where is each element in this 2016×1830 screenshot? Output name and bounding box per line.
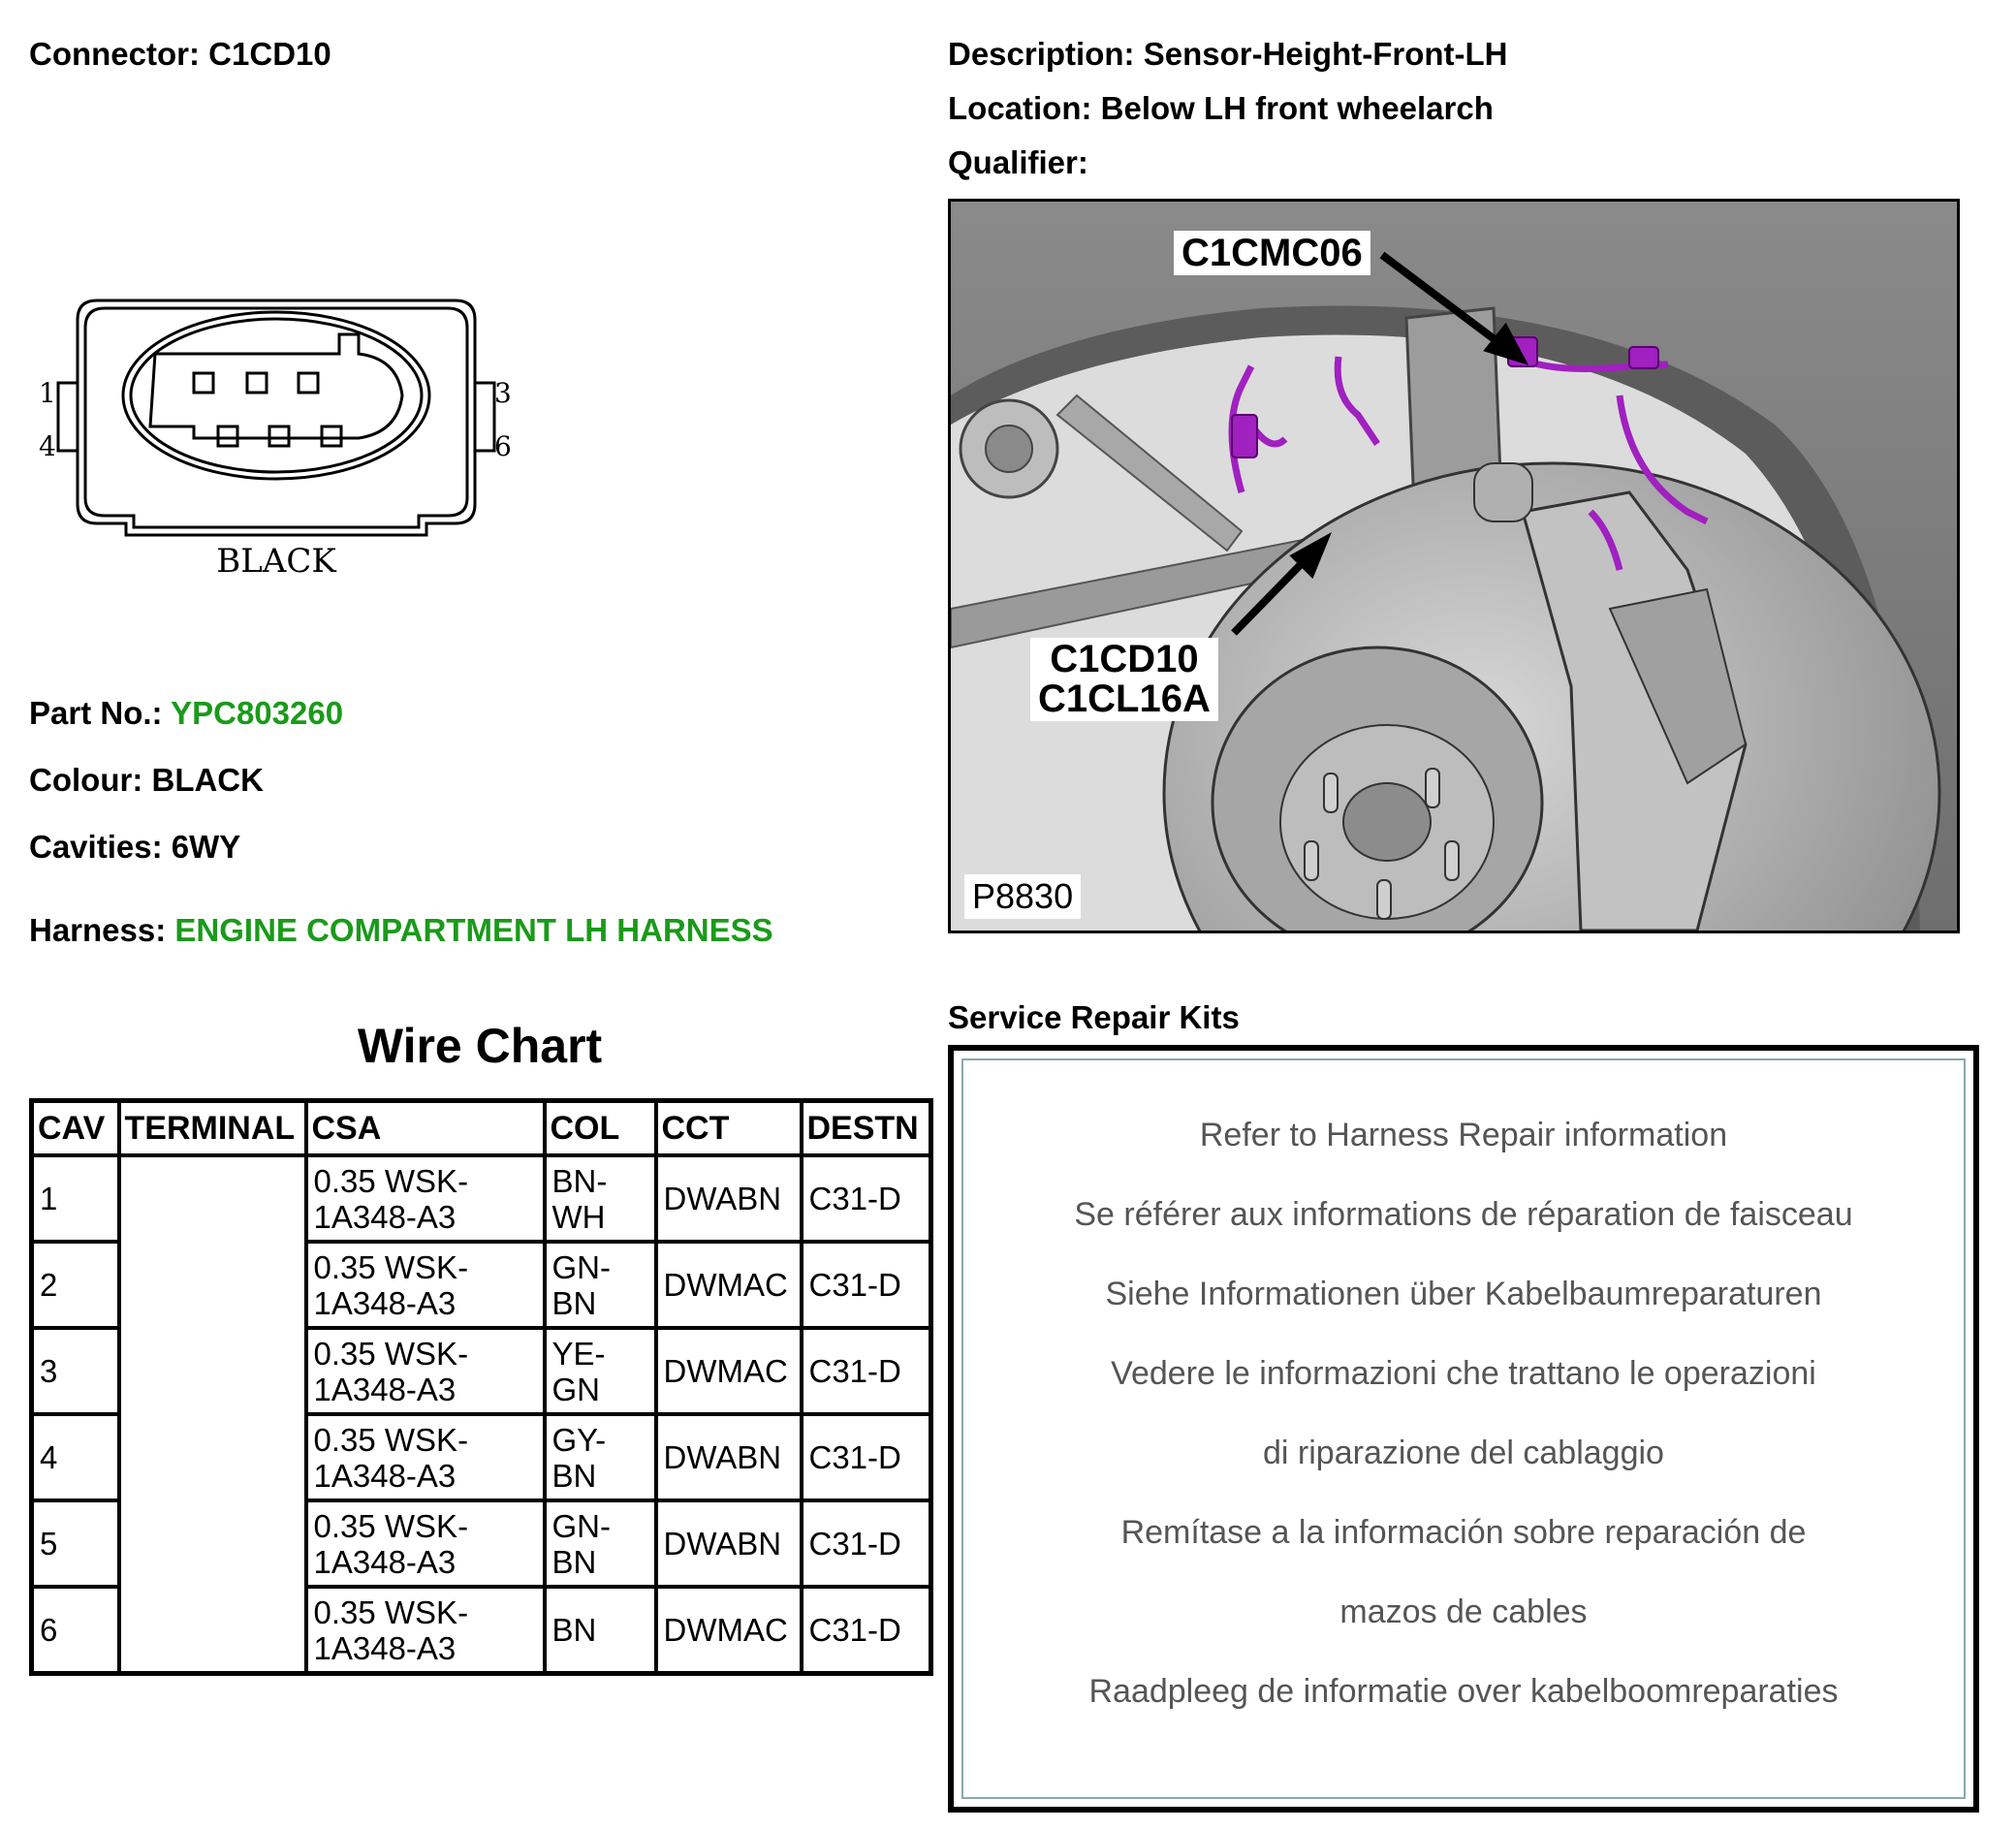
cell-csa: 0.35 WSK- 1A348-A3 [306,1500,545,1587]
cell-csa: 0.35 WSK- 1A348-A3 [306,1328,545,1414]
kit-line: mazos de cables [1339,1593,1588,1630]
header-csa: CSA [306,1101,545,1156]
callout-c1cd10-line2: C1CL16A [1038,678,1211,720]
table-row [32,1587,931,1674]
colour-label: Colour: [29,762,143,798]
cavities-value: 6WY [171,829,241,865]
diagram-colour-label: BLACK [216,542,336,581]
wire-chart-title: Wire Chart [357,1019,603,1073]
cell-destn: C31-D [802,1587,931,1674]
cell-cav: 1 [32,1155,119,1242]
cell-cct: DWMAC [656,1328,802,1414]
cell-cav: 3 [32,1328,119,1414]
wire-chart-table [29,1098,933,1676]
kit-line: Refer to Harness Repair information [1199,1117,1728,1153]
cell-col: BN [545,1587,656,1674]
cell-cct: DWMAC [656,1242,802,1328]
cell-cav: 4 [32,1414,119,1500]
header-destn: DESTN [802,1101,931,1156]
callout-c1cmc06: C1CMC06 [1174,231,1370,275]
table-row [32,1155,931,1242]
kit-line: di riparazione del cablaggio [1263,1435,1664,1471]
wire-chart-header-row [32,1101,931,1156]
cell-cct: DWABN [656,1500,802,1587]
cell-csa: 0.35 WSK- 1A348-A3 [306,1414,545,1500]
table-row [32,1328,931,1414]
cell-destn: C31-D [802,1155,931,1242]
description-value: Sensor-Height-Front-LH [1143,36,1508,72]
connector-face-diagram [29,281,533,591]
qualifier-field [948,143,1088,182]
harness-field [29,911,773,950]
cavities-field [29,828,240,867]
cell-col: YE- GN [545,1328,656,1414]
location-field [948,89,1494,128]
cell-destn: C31-D [802,1500,931,1587]
cavity-squares [194,373,341,446]
connector-value: C1CD10 [208,36,331,72]
service-repair-kits-title: Service Repair Kits [948,999,1240,1035]
cell-cav: 6 [32,1587,119,1674]
cell-csa: 0.35 WSK- 1A348-A3 [306,1155,545,1242]
table-row [32,1500,931,1587]
header-cct: CCT [656,1101,802,1156]
location-value: Below LH front wheelarch [1100,90,1494,126]
service-repair-kits-box [948,1045,1979,1813]
cell-cct: DWABN [656,1414,802,1500]
part-no-label: Part No.: [29,695,163,731]
header-cav: CAV [32,1101,119,1156]
connector-label: Connector: [29,36,200,72]
photo-reference-id: P8830 [964,874,1081,919]
description-field [948,35,1508,74]
callout-c1cd10-line1: C1CD10 [1050,638,1199,680]
pin-label-4: 4 [39,430,56,462]
cell-col: GY- BN [545,1414,656,1500]
kit-line: Vedere le informazioni che trattano le operazioni [1111,1355,1816,1392]
callout-c1cd10 [1030,638,1218,721]
cell-csa: 0.35 WSK- 1A348-A3 [306,1242,545,1328]
cavity-1 [194,373,213,393]
cell-col: GN- BN [545,1500,656,1587]
colour-value: BLACK [151,762,264,798]
cell-destn: C31-D [802,1242,931,1328]
cavity-3 [299,373,318,393]
pin-label-6: 6 [494,430,512,462]
kit-line: Se référer aux informations de réparation de faisceau [1074,1196,1853,1233]
cell-terminal [119,1328,306,1414]
cell-col: GN- BN [545,1242,656,1328]
location-photo [948,199,1960,933]
cell-csa: 0.35 WSK- 1A348-A3 [306,1587,545,1674]
table-row [32,1242,931,1328]
colour-field [29,761,264,800]
header-terminal: TERMINAL [119,1101,306,1156]
cell-terminal [119,1242,306,1328]
cell-terminal [119,1587,306,1674]
pin-label-3: 3 [494,377,512,409]
cavity-2 [247,373,267,393]
table-row [32,1414,931,1500]
cavity-5 [269,426,289,446]
kit-line: Siehe Informationen über Kabelbaumreparaturen [1105,1276,1822,1312]
qualifier-label: Qualifier: [948,144,1088,180]
cavity-4 [218,426,237,446]
cavities-label: Cavities: [29,829,163,865]
pin-label-1: 1 [39,377,56,409]
cell-cct: DWMAC [656,1587,802,1674]
cell-terminal [119,1155,306,1242]
part-no-field [29,694,343,733]
header-col: COL [545,1101,656,1156]
description-label: Description: [948,36,1135,72]
kit-line: Remítase a la información sobre reparación de [1120,1514,1807,1551]
cell-col: BN- WH [545,1155,656,1242]
connector-field [29,35,331,74]
cell-cav: 5 [32,1500,119,1587]
cell-destn: C31-D [802,1328,931,1414]
cell-terminal [119,1500,306,1587]
part-no-value: YPC803260 [171,695,344,731]
location-label: Location: [948,90,1092,126]
cell-destn: C31-D [802,1414,931,1500]
cell-terminal [119,1414,306,1500]
harness-label: Harness: [29,912,167,948]
cavity-6 [322,426,341,446]
harness-value: ENGINE COMPARTMENT LH HARNESS [174,912,773,948]
wheelarch-illustration [951,202,1957,931]
cell-cct: DWABN [656,1155,802,1242]
cell-cav: 2 [32,1242,119,1328]
service-repair-kits-inner [961,1058,1966,1799]
kit-line: Raadpleeg de informatie over kabelboomreparaties [1088,1673,1839,1710]
